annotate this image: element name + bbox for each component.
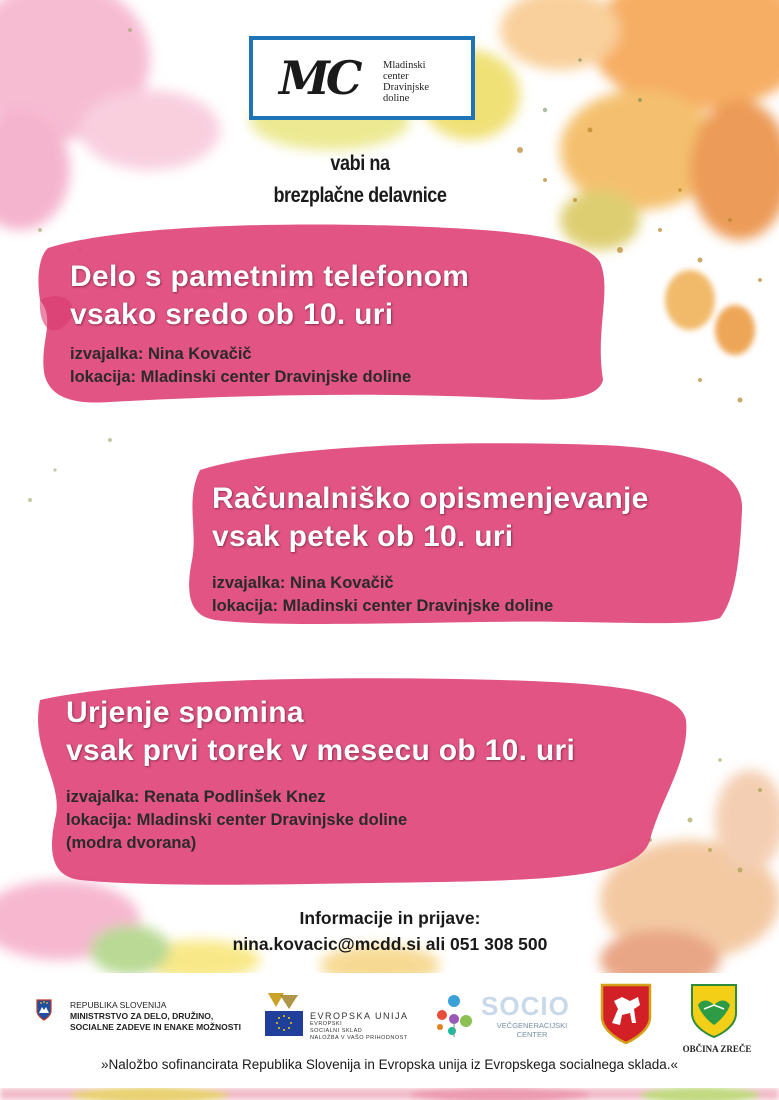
zrece-crest-icon xyxy=(690,983,738,1039)
socio-dots-icon xyxy=(432,993,478,1039)
invitation-heading: vabi na brezplačne delavnice xyxy=(273,152,447,207)
contact-details: nina.kovacic@mcdd.si ali 051 308 500 xyxy=(232,934,548,954)
esf-emblem-icon xyxy=(264,991,304,1037)
socio-subtitle: VEČGENERACIJSKI CENTER xyxy=(496,1021,568,1039)
eu-sponsor-text: EVROPSKA UNIJA EVROPSKI SOCIALNI SKLAD NALOŽBA V VAŠO PRIHODNOST xyxy=(310,1011,409,1041)
contact-info xyxy=(180,905,600,957)
workshop-3-title: Urjenje spomina vsak prvi torek v mesecu ob 10. uri xyxy=(66,696,576,767)
workshop-1-info: izvajalka: Nina Kovačič lokacija: Mladinski center Dravinjske doline xyxy=(70,345,412,386)
mc-logo-mark: MC xyxy=(279,51,359,105)
contact-heading: Informacije in prijave: xyxy=(299,908,481,928)
cofinancing-note: »Naložbo sofinancirata Republika Slovenija in Evropska unija iz Evropskega socialnega sklada.« xyxy=(100,1057,679,1072)
workshop-2-title: Računalniško opismenjevanje vsak petek ob 10. uri xyxy=(212,482,649,553)
logo-name: Mladinski center Dravinjske doline xyxy=(383,60,430,104)
mcdd-logo xyxy=(249,36,475,120)
workshop-3-info: izvajalka: Renata Podlinšek Knez lokacija: Mladinski center Dravinjske doline (modra dvorana) xyxy=(66,788,408,852)
horse-crest-icon xyxy=(600,983,652,1045)
zrece-name: OBČINA ZREČE xyxy=(682,1044,752,1054)
socio-name: SOCIO xyxy=(481,991,570,1021)
workshop-2-info: izvajalka: Nina Kovačič lokacija: Mladinski center Dravinjske doline xyxy=(212,574,554,615)
workshop-1-title: Delo s pametnim telefonom vsako sredo ob 10. uri xyxy=(70,260,470,331)
government-sponsor-text: REPUBLIKA SLOVENIJA MINISTRSTVO ZA DELO, DRUŽINO, SOCIALNE ZADEVE IN ENAKE MOŽNOSTI xyxy=(70,1000,241,1032)
slovenia-coat-of-arms-icon xyxy=(36,999,52,1021)
